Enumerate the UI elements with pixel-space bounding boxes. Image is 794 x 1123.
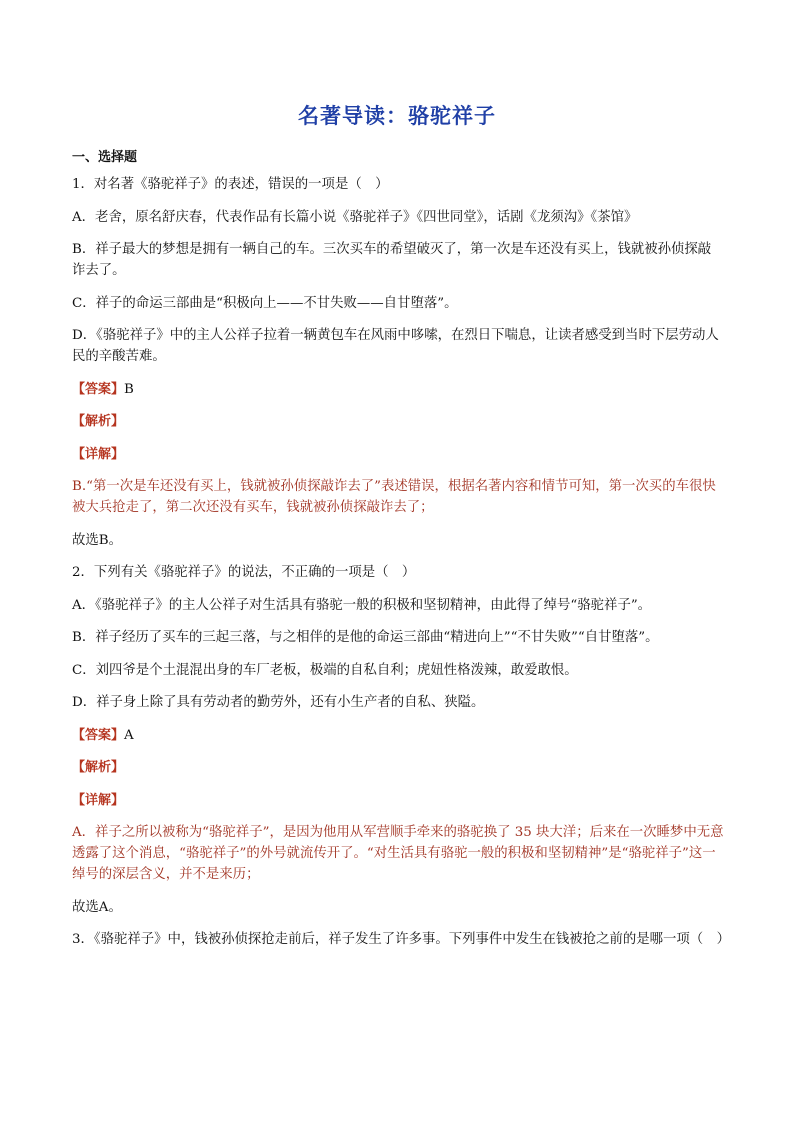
option-c: C．刘四爷是个土混混出身的车厂老板，极端的自私自利；虎妞性格泼辣，敢爱敢恨。 [72,662,578,678]
option-c: C．祥子的命运三部曲是“积极向上——不甘失败——自甘堕落”。 [72,295,458,311]
detail-text: A．祥子之所以被称为“骆驼祥子”，是因为他用从军营顺手牵来的骆驼换了 35 块大洋；后来在一次睡梦中无意透露了这个消息，“骆驼祥子”的外号就流传开了。“对生活具有骆驼一般的积极和坚韧精神”是“骆驼祥子”这一绰号的深层含义，并不是来历； [72,825,724,882]
detail-label: 【详解】 [72,446,125,462]
question-stem: 3．《骆驼祥子》中，钱被孙侦探抢走前后，祥子发生了许多事。下列事件中发生在钱被抢之前的是哪一项（ ） [72,932,730,947]
option-d: D．祥子身上除了具有劳动者的勤劳外，还有小生产者的自私、狭隘。 [72,695,485,710]
analysis-label: 【解析】 [72,760,125,775]
answer-line [72,725,724,746]
option-b: B．祥子最大的梦想是拥有一辆自己的车。三次买车的希望破灭了，第一次是车还没有买上，钱就被孙侦探敲诈去了。 [72,242,712,278]
question-content [72,174,730,962]
option-b: B．祥子经历了买车的三起三落，与之相伴的是他的命运三部曲“精进向上”“不甘失败”“自甘堕落”。 [72,630,659,645]
option-a: A．《骆驼祥子》的主人公祥子对生活具有骆驼一般的积极和坚韧精神，由此得了绰号“骆驼祥子”。 [72,597,652,613]
question-stem: 1．对名著《骆驼祥子》的表述，错误的一项是（ ） [72,177,389,192]
detail-label-line [72,444,724,465]
conclusion-text: 故选A。 [72,899,122,915]
analysis-line [72,757,724,778]
section-heading: 一、选择题 [72,150,138,165]
answer-value: B [124,381,134,397]
detail-text: B.“第一次是车还没有买上，钱就被孙侦探敲诈去了”表述错误，根据名著内容和情节可知，第一次买的车很快被大兵抢走了，第二次还没有买车，钱就被孙侦探敲诈去了； [72,479,716,515]
detail-label: 【详解】 [72,792,125,808]
option-a: A．老舍，原名舒庆春，代表作品有长篇小说《骆驼祥子》《四世同堂》，话剧《龙须沟》《茶馆》 [72,209,638,225]
question-stem: 2．下列有关《骆驼祥子》的说法，不正确的一项是（ ） [72,565,416,580]
answer-label: 【答案】 [72,727,125,743]
detail-label-line [72,790,724,811]
analysis-label: 【解析】 [72,414,125,429]
answer-label: 【答案】 [72,381,125,397]
answer-value: A [124,727,134,743]
option-d: D．《骆驼祥子》中的主人公祥子拉着一辆黄包车在风雨中哆嗦，在烈日下喘息，让读者感受到当时下层劳动人民的辛酸苦难。 [72,328,719,364]
conclusion-text: 故选B。 [72,532,123,548]
analysis-line [72,411,724,432]
page-title: 名著导读：骆驼祥子 [298,104,496,128]
answer-line [72,379,724,400]
